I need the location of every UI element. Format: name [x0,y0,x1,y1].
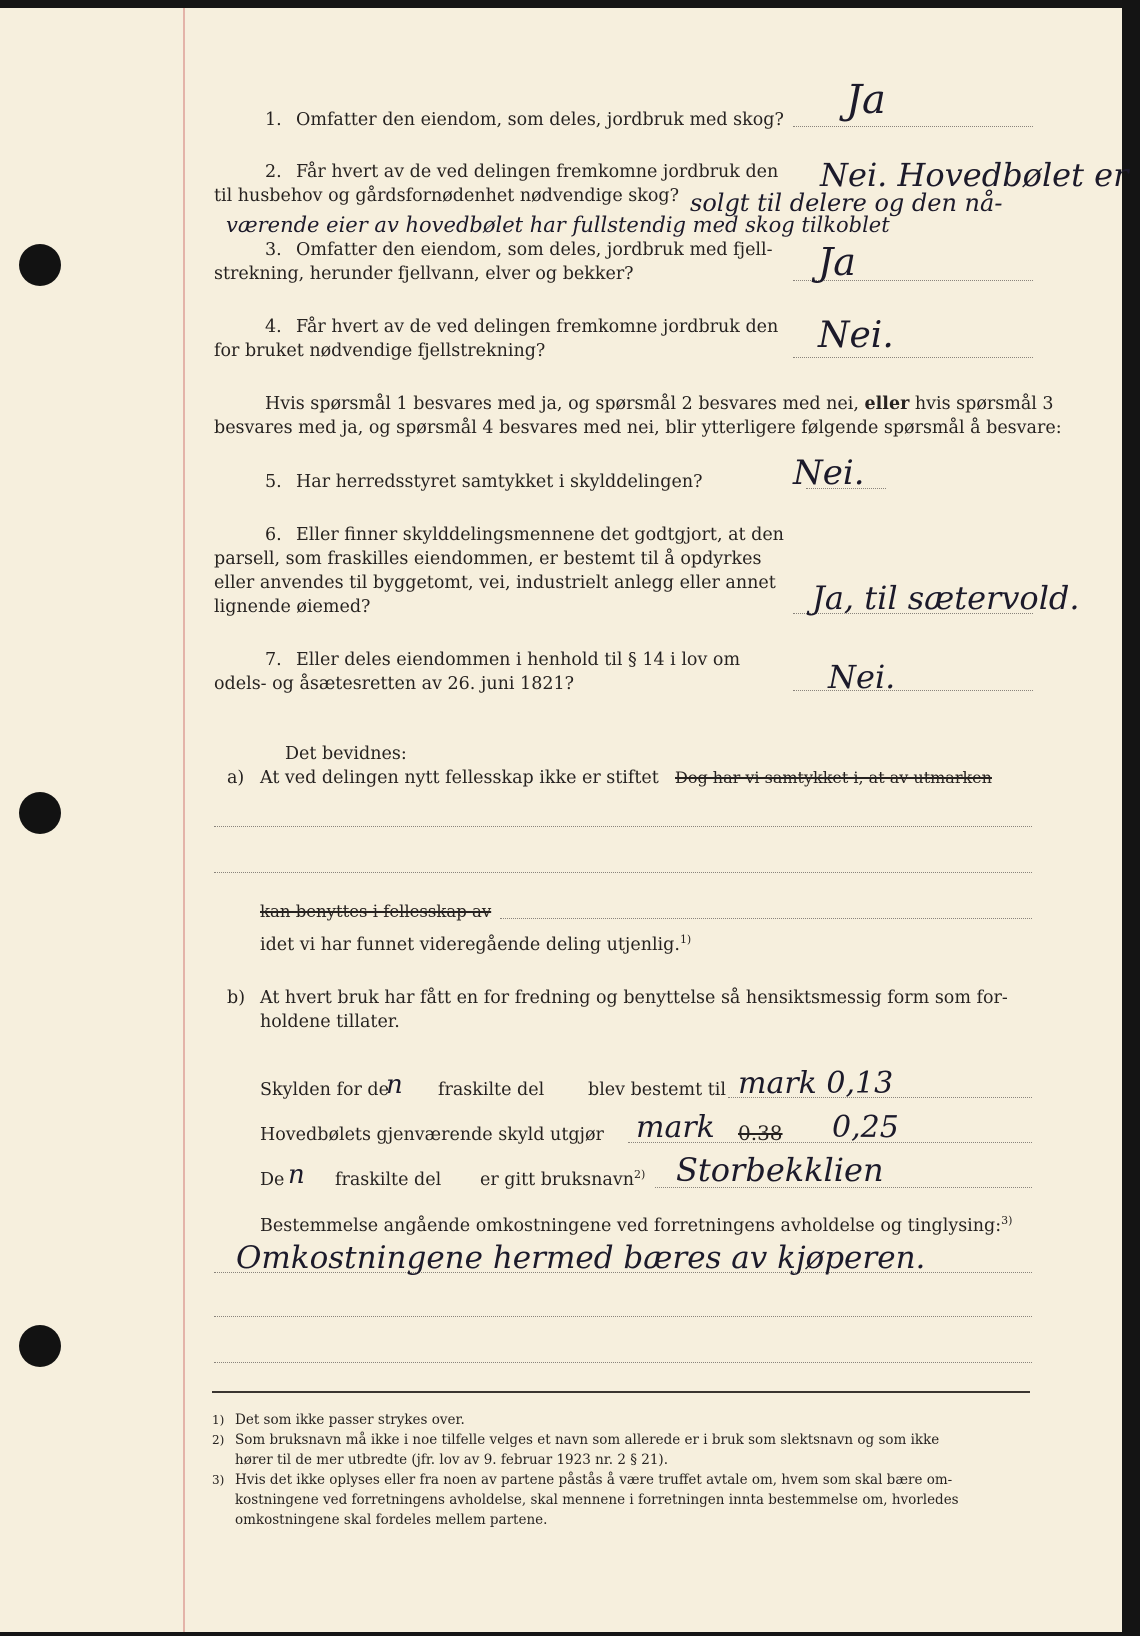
answer-2-line-1: Nei. Hovedbølet er [820,156,1129,194]
skyld-row-2-struck-value: 0.38 [738,1121,783,1145]
conditional-text-line-1: Hvis spørsmål 1 besvares med ja, og spørsmål 2 besvares med nei, eller hvis spørsmål 3 [265,394,1054,414]
blank-line [500,918,1032,919]
blank-line [214,1316,1032,1317]
question-2-text-line-1: Får hvert av de ved delingen fremkomne jordbruk den [296,162,779,182]
question-6-number: 6. [265,525,282,545]
question-6-text-line-2: parsell, som fraskilles eiendommen, er bestemt til å opdyrkes [214,549,762,569]
blank-line [214,872,1032,873]
skyld-row-3-label-c: er gitt bruksnavn$^{2)}$ [480,1168,646,1190]
footnote-1-mark: 1) [212,1413,225,1427]
skyld-row-1-value: mark 0,13 [738,1066,894,1101]
skyld-row-1-label-c: blev bestemt til [588,1080,726,1100]
skyld-row-3-label-b: fraskilte del [335,1170,442,1190]
skyld-row-1-label-a: Skylden for de [260,1080,389,1100]
footnote-2-line-2: hører til de mer utbredte (jfr. lov av 9. februar 1923 nr. 2 § 21). [235,1452,668,1468]
conditional-text-line-2: besvares med ja, og spørsmål 4 besvares med nei, blir ytterligere følgende spørsmål å besvare: [214,418,1062,438]
footnote-1-line-1: Det som ikke passer strykes over. [235,1412,465,1428]
answer-3: Ja [818,240,856,284]
blank-line [214,1362,1032,1363]
punch-hole [19,1325,61,1367]
footnote-3-line-3: omkostningene skal fordeles mellem partene. [235,1512,548,1528]
question-6-text-line-3: eller anvendes til byggetomt, vei, industrielt anlegg eller annet [214,573,776,593]
footnote-3-line-2: kostningene ved forretningens avholdelse, skal mennene i forretningen innta bestemmelse om, hvorledes [235,1492,959,1508]
footnote-2-line-1: Som bruksnavn må ikke i noe tilfelle velges et navn som allerede er i bruk som slektsnavn og som ikke [235,1432,940,1448]
question-3-text-line-1: Omfatter den eiendom, som deles, jordbruk med fjell- [296,240,773,260]
answer-5: Nei. [793,453,865,493]
answer-4: Nei. [818,315,894,356]
costs-label: Bestemmelse angående omkostningene ved forretningens avholdelse og tinglysing:$^{3)}$ [260,1214,1013,1236]
question-3-text-line-2: strekning, herunder fjellvann, elver og bekker? [214,264,634,284]
question-1-number: 1. [265,110,282,130]
question-7-text-line-1: Eller deles eiendommen i henhold til § 14 i lov om [296,650,741,670]
blank-line [214,826,1032,827]
question-2-number: 2. [265,162,282,182]
question-6-text-line-4: lignende øiemed? [214,597,371,617]
attest-a-struck-text-2: kan benyttes i fellesskap av [260,902,492,921]
answer-line [793,357,1033,358]
question-6-text-line-1: Eller finner skylddelingsmennene det godtgjort, at den [296,525,784,545]
attest-b-text-line-1: At hvert bruk har fått en for fredning og benyttelse så hensiktsmessig form som for- [260,988,1008,1008]
answer-1: Ja [846,77,886,123]
question-5-text: Har herredsstyret samtykket i skylddelingen? [296,472,703,492]
margin-line [183,8,185,1632]
page-edge [1122,0,1140,1636]
answer-line [793,126,1033,127]
attest-a-label: a) [227,768,245,788]
skyld-row-3-label-a: De [260,1170,285,1190]
question-4-text-line-1: Får hvert av de ved delingen fremkomne jordbruk den [296,317,779,337]
question-2-text-line-2: til husbehov og gårdsfornødenhet nødvendige skog? [214,186,679,206]
skyld-row-2-value-prefix: mark [636,1110,715,1145]
footnote-3-line-1: Hvis det ikke oplyses eller fra noen av partene påstås å være truffet avtale om, hvem som skal bære om- [235,1472,953,1488]
footnote-divider [212,1391,1030,1393]
costs-value: Omkostningene hermed bæres av kjøperen. [236,1240,926,1276]
skyld-row-1-handwritten-suffix: n [386,1070,403,1100]
question-3-number: 3. [265,240,282,260]
skyld-row-3-handwritten-suffix: n [288,1160,305,1190]
attest-b-label: b) [227,988,246,1008]
attest-a-struck-text: Dog har vi samtykket i, at av utmarken [675,768,992,787]
question-7-text-line-2: odels- og åsætesretten av 26. juni 1821? [214,674,574,694]
answer-7: Nei. [828,658,896,696]
footnote-3-mark: 3) [212,1473,225,1487]
skyld-row-3-value: Storbekklien [676,1151,884,1189]
footnote-2-mark: 2) [212,1433,225,1447]
attest-heading: Det bevidnes: [285,744,407,764]
attest-b-text-line-2: holdene tillater. [260,1012,400,1032]
answer-6: Ja, til sætervold. [812,579,1080,617]
question-4-number: 4. [265,317,282,337]
punch-hole [19,792,61,834]
punch-hole [19,244,61,286]
answer-2-line-3: værende eier av hovedbølet har fullstendig med skog tilkoblet [226,213,890,237]
answer-2-line-2: solgt til delere og den nå- [690,189,1003,217]
question-5-number: 5. [265,472,282,492]
attest-a-continuation: idet vi har funnet videregående deling utjenlig.$^{1)}$ [260,933,692,955]
attest-a-text: At ved delingen nytt fellesskap ikke er stiftet [260,768,659,788]
question-7-number: 7. [265,650,282,670]
question-4-text-line-2: for bruket nødvendige fjellstrekning? [214,341,546,361]
question-1-text: Omfatter den eiendom, som deles, jordbruk med skog? [296,110,784,130]
skyld-row-2-label: Hovedbølets gjenværende skyld utgjør [260,1125,604,1145]
skyld-row-2-value: 0,25 [832,1110,899,1145]
skyld-row-1-label-b: fraskilte del [438,1080,545,1100]
